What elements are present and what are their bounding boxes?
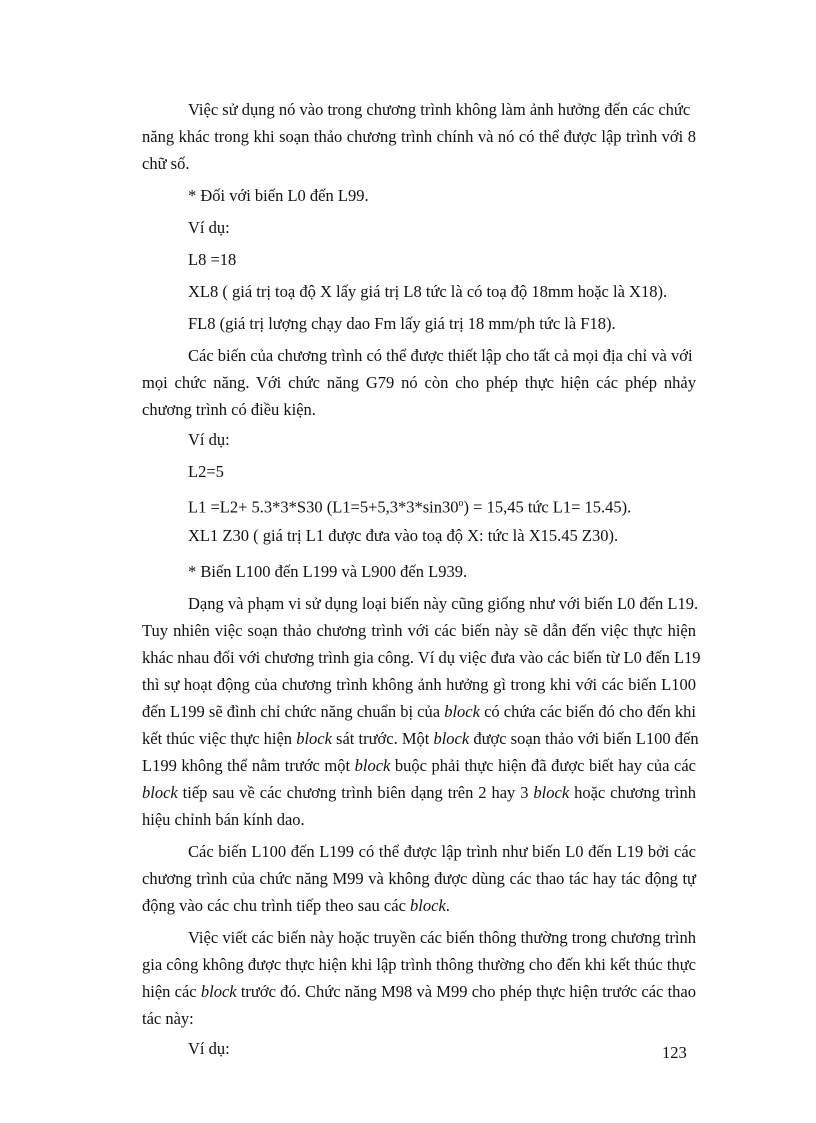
paragraph-line: Việc viết các biến này hoặc truyền các biến thông thường trong chương trình (188, 928, 696, 947)
paragraph-line: động vào các chu trình tiếp theo sau các block. (142, 896, 450, 915)
paragraph-line: hiệu chỉnh bán kính dao. (142, 810, 305, 829)
paragraph-line: L199 không thể nằm trước một block buộc phải thực hiện đã được biết hay của các (142, 756, 696, 775)
code-line: L1 =L2+ 5.3*3*S30 $(L1=5+5,3*3*\sin 30^o) = 15,45$ tức L1= 15.45). (188, 497, 632, 517)
paragraph-line: chữ số. (142, 154, 190, 173)
paragraph-line: Các biến L100 đến L199 có thể được lập trình như biến L0 đến L19 bởi các (188, 842, 696, 861)
paragraph-line: Các biến của chương trình có thể được thiết lập cho tất cả mọi địa chỉ và với (188, 346, 693, 365)
page-number: 123 (662, 1043, 687, 1062)
paragraph-line: Tuy nhiên việc soạn thảo chương trình với các biến này sẽ dẫn đến việc thực hiện (142, 621, 696, 640)
paragraph-line: Ví dụ: (188, 218, 230, 237)
paragraph-line: gia công không được thực hiện khi lập trình thông thường cho đến khi kết thúc thực (142, 955, 696, 974)
section-heading: * Đối với biến L0 đến L99. (188, 186, 369, 205)
paragraph-line: mọi chức năng. Với chức năng G79 nó còn cho phép thực hiện các phép nhảy (142, 373, 696, 392)
paragraph-line: khác nhau đối với chương trình gia công. Ví dụ việc đưa vào các biến từ L0 đến L19 (142, 648, 701, 667)
paragraph-line: đến L199 sẽ đình chỉ chức năng chuẩn bị của block có chứa các biến đó cho đến khi (142, 702, 696, 721)
paragraph-line: kết thúc việc thực hiện block sát trước. Một block được soạn thảo với biến L100 đến (142, 729, 699, 748)
paragraph-line: Ví dụ: (188, 430, 230, 449)
paragraph-line: Dạng và phạm vi sử dụng loại biến này cũng giống như với biến L0 đến L19. (188, 594, 699, 613)
paragraph-line: block tiếp sau về các chương trình biên dạng trên 2 hay 3 block hoặc chương trình (142, 783, 696, 802)
code-line: XL8 ( giá trị toạ độ X lấy giá trị L8 tức là có toạ độ 18mm hoặc là X18). (188, 282, 668, 301)
paragraph-line: hiện các block trước đó. Chức năng M98 và M99 cho phép thực hiện trước các thao (142, 982, 696, 1001)
paragraph-line: năng khác trong khi soạn thảo chương trình chính và nó có thể được lập trình với 8 (142, 127, 696, 146)
section-heading: * Biến L100 đến L199 và L900 đến L939. (188, 562, 468, 581)
code-line: L2=5 (188, 462, 224, 481)
code-line: FL8 (giá trị lượng chạy dao Fm lấy giá trị 18 mm/ph tức là F18). (188, 314, 616, 333)
paragraph-line: thì sự hoạt động của chương trình không ảnh hưởng gì trong khi với các biến L100 (142, 675, 696, 694)
paragraph-line: chương trình của chức năng M99 và không được dùng các thao tác hay tác động tự (142, 869, 696, 888)
paragraph-line: Việc sử dụng nó vào trong chương trình không làm ảnh hưởng đến các chức (188, 100, 691, 119)
code-line: L8 =18 (188, 250, 237, 269)
code-line: XL1 Z30 ( giá trị L1 được đưa vào toạ độ X: tức là X15.45 Z30). (188, 526, 619, 545)
paragraph-line: Ví dụ: (188, 1039, 230, 1058)
paragraph-line: tác này: (142, 1009, 194, 1028)
paragraph-line: chương trình có điều kiện. (142, 400, 316, 419)
